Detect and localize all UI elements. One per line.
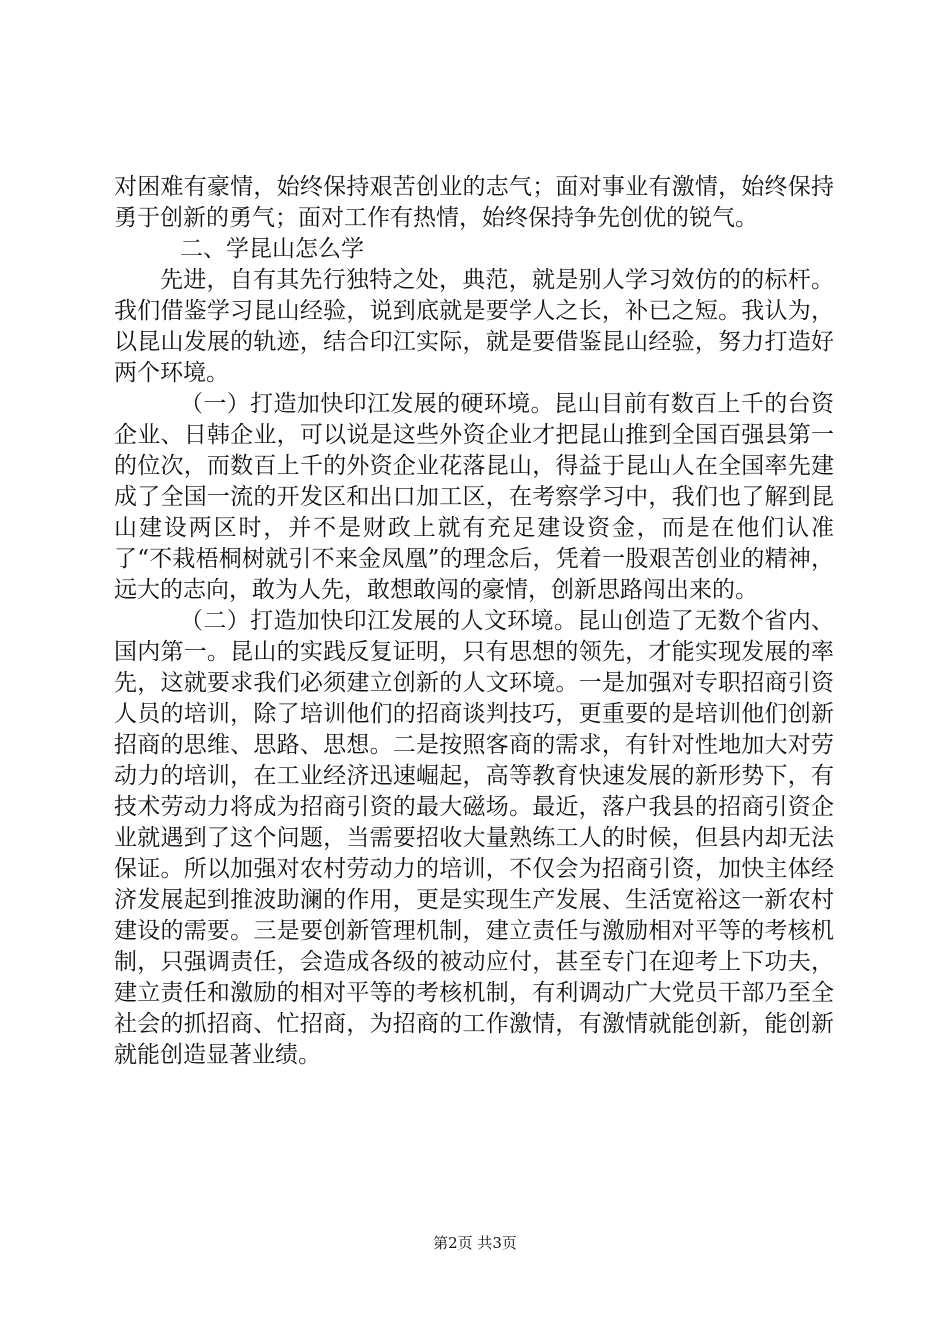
paragraph-intro: 先进，自有其先行独特之处，典范，就是别人学习效仿的的标杆。我们借鉴学习昆山经验，说到底就是要学人之长，补已之短。我认为，以昆山发展的轨迹，结合印江实际，就是要借鉴昆山经验，努力打造好两个环境。: [114, 267, 834, 386]
document-body: [114, 172, 834, 1071]
page-footer: 第2页 共3页: [433, 1234, 517, 1252]
paragraph-humanistic-environment: （二）打造加快印江发展的人文环境。昆山创造了无数个省内、国内第一。昆山的实践反复证明，只有思想的领先，才能实现发展的率先，这就要求我们必须建立创新的人文环境。一是加强对专职招商引资人员的培训，除了培训他们的招商谈判技巧，更重要的是培训他们创新招商的思维、思路、思想。二是按照客商的需求，有针对性地加大对劳动力的培训，在工业经济迅速崛起，高等教育快速发展的新形势下，有技术劳动力将成为招商引资的最大磁场。最近，落户我县的招商引资企业就遇到了这个问题，当需要招收大量熟练工人的时候，但县内却无法保证。所以加强对农村劳动力的培训，不仅会为招商引资，加快主体经济发展起到推波助澜的作用，更是实现生产发展、生活宽裕这一新农村建设的需要。三是要创新管理机制，建立责任与激励相对平等的考核机制，只强调责任，会造成各级的被动应付，甚至专门在迎考上下功夫，建立责任和激励的相对平等的考核机制，有利调动广大党员干部乃至全社会的抓招商、忙招商，为招商的工作激情，有激情就能创新，能创新就能创造显著业绩。: [114, 608, 834, 1068]
paragraph-continuation: 对困难有豪情，始终保持艰苦创业的志气；面对事业有激情，始终保持勇于创新的勇气；面对工作有热情，始终保持争先创优的锐气。: [114, 174, 834, 231]
section-heading: 二、学昆山怎么学: [180, 236, 364, 262]
paragraph-hard-environment: （一）打造加快印江发展的硬环境。昆山目前有数百上千的台资企业、日韩企业，可以说是这些外资企业才把昆山推到全国百强县第一的位次，而数百上千的外资企业花落昆山，得益于昆山人在全国率先建成了全国一流的开发区和出口加工区，在考察学习中，我们也了解到昆山建设两区时，并不是财政上就有充足建设资金，而是在他们认准了“不栽梧桐树就引不来金凤凰”的理念后，凭着一股艰苦创业的精神，远大的志向，敢为人先，敢想敢闯的豪情，创新思路闯出来的。: [114, 391, 834, 603]
